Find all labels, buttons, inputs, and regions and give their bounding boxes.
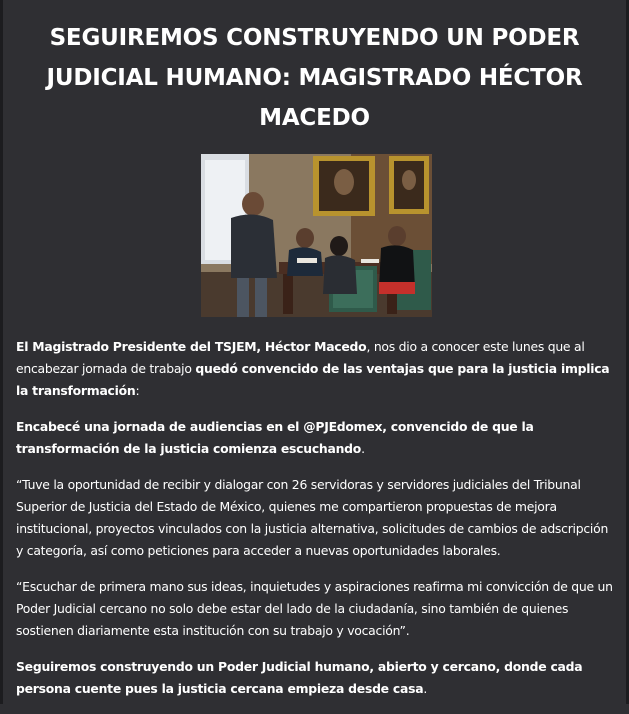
quote-lead-bold: Encabecé una jornada de audiencias en el @PJEdomex, convencido de que la transformación de la justicia comienza escuchando (16, 419, 534, 456)
quote-lead-period: . (361, 441, 365, 456)
closing-bold: Seguiremos construyendo un Poder Judicial humano, abierto y cercano, donde cada persona cuente pues la justicia cercana empieza desde casa (16, 659, 583, 696)
article-body (16, 336, 616, 714)
paragraph-audiences: “Tuve la oportunidad de recibir y dialogar con 26 servidoras y servidores judiciales del Tribunal Superior de Justicia del Estado de México, quienes me compartieron propuestas de mejora institucional, proyectos vinculados con la justicia alternativa, solicitudes de cambios de adscripción y categoría, así como peticiones para acceder a nuevas oportunidades laborales. (16, 477, 609, 558)
paragraph-quote-lead (16, 416, 616, 460)
paragraph-intro (16, 336, 616, 402)
meeting-photo-illustration (201, 154, 432, 317)
intro-bold-highlight: quedó convencido de las ventajas que para la justicia implica la transformación (16, 361, 610, 398)
closing-period: . (423, 681, 428, 696)
article-headline: SEGUIREMOS CONSTRUYENDO UN PODER JUDICIAL HUMANO: MAGISTRADO HÉCTOR MACEDO (46, 25, 583, 131)
intro-colon: : (135, 383, 140, 398)
intro-text: , nos dio a conocer este lunes que al encabezar jornada de trabajo (16, 339, 585, 376)
intro-bold-lead: El Magistrado Presidente del TSJEM, Héctor Macedo (16, 339, 367, 354)
paragraph-closing (16, 656, 616, 700)
paragraph-conviction: “Escuchar de primera mano sus ideas, inquietudes y aspiraciones reafirma mi convicción de que un Poder Judicial cercano no solo debe estar del lado de la ciudadanía, sino también de quienes sostienen diariamente esta institución con su trabajo y vocación”. (16, 579, 613, 638)
page-edge-left (0, 0, 3, 704)
article-photo[interactable] (201, 154, 432, 317)
